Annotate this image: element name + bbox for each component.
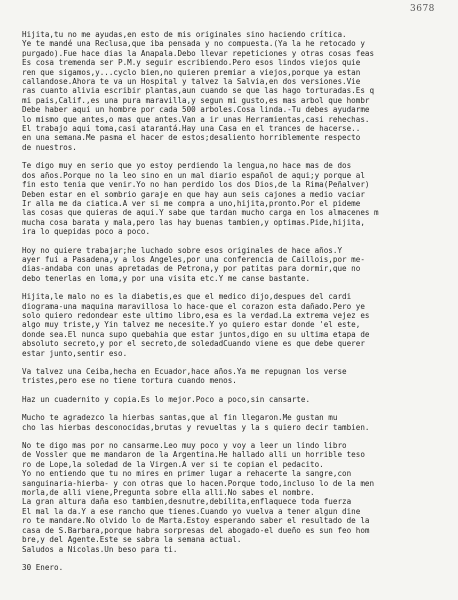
typed-line: callandose.Ahora te va un Hospital y talvez la Salvia,en dos versiones.Vie [22,77,361,87]
archive-reference-number: 3678 [410,4,435,14]
typed-line: Mucho te agradezco la hierbas santas,que al fin llegaron.Me gustan mu [22,413,338,423]
typed-line: fin esto tenia que venir.Yo no han perdido los dos Dios,de la Rima(Peñalver) [22,180,370,190]
typed-line: estar junto,sentir eso. [22,348,128,358]
typed-line: dos años.Porque no la leo sino en un mal diario español de aqui;y porque al [22,170,365,180]
typed-line: lo mismo que antes,o mas que antes.Van a ir unas Herramientas,casi rehechas. [22,114,370,124]
letter-paragraph [22,441,442,554]
typed-line: El mal la da.Y a ese rancho que tienes.Cuando yo vuelva a tener algun dine [22,506,361,516]
typed-line: casa de S.Barbara,porque habra sorpresas del abogado-el dueño es sun feo hom [22,525,370,535]
typed-line: Va talvez una Ceiba,hecha en Ecuador,hace años.Ya me repugnan los verse [22,367,347,376]
typed-line: Te digo muy en serio que yo estoy perdiendo la lengua,no hace mas de dos [22,161,352,171]
typed-line: donde sea.El nunca supo quebahia que estar juntos,digo en su ultima etapa de [22,329,370,339]
typed-line: tristes,pero ese no tiene tortura cuando menos. [22,376,237,386]
letter-paragraph [22,246,442,284]
typed-line: solo quiero redondear este ultimo libro,esa es la verdad.La extrema vejez es [22,310,370,320]
typed-line: en una semana.Me pasma el hacer de estos;desaliento horriblemente respecto [22,133,361,143]
typed-line: Deben estar en el sombrio garaje en que hay aun seis cajones a medio vaciar [22,189,365,199]
typed-line: purgado).Fue hace dias la Anapala.Debo llevar repeticiones y otras cosas feas [22,48,375,58]
letter-paragraph [22,161,442,236]
typed-line: ro te mandare.No olvido lo de Marta.Estoy esperando saber el resultado de la [22,516,370,526]
typed-line: diograma-una maquina maravillosa lo hace-que el corazon esta dañado.Pero ye [22,301,365,311]
letter-paragraph [22,395,442,404]
typed-line: dias-andaba con unas apretadas de Petrona,y por patitas para dormir,que no [22,264,361,274]
typed-line: algo muy triste,y Yin talvez me necesite.Y yo quiero estar donde 'el este, [22,320,361,330]
typed-line: absoluto secreto,y por el secreto,de soledadCuando viene es que debe querer [22,339,365,349]
typed-line: Hijita,le malo no es la diabetis,es que el medico dijo,despues del cardi [22,292,352,302]
typed-line: de nuestros. [22,142,77,152]
typed-line: ren que sigamos,y...cyclo bien,no quieren premiar a viejos,porque ya estan [22,67,361,77]
typed-line: Hijita,tu no me ayudas,en esto de mis originales sino haciendo crítica. [22,30,347,39]
typed-line: bre,y del Agente.Este se sabra la semana actual. [22,535,242,545]
letter-paragraph [22,563,442,572]
typed-line: Debe haber aqui un hombre por cada 500 arboles.Cosa linda.-Tu debes ayudarme [22,105,370,115]
typed-line: morla,de alli viene,Pregunta sobre ella alli.No sabes el nombre. [22,488,315,498]
typed-line: 30 Enero. [22,562,64,572]
typed-line: Ir alla me da ciatica.A ver si me compra a uno,hijita,pronto.Por el pideme [22,198,361,208]
typed-line: ira lo quepidas poco a poco. [22,227,151,237]
typed-line: mi pais,Calif.,es una pura maravilla,y segun mi gusto,es mas arbol que hombr [22,95,370,105]
typed-line: Haz un cuadernito y copia.Es lo mejor.Poco a poco,sin cansarte. [22,394,311,404]
typed-line: ayer fui a Pasadena,y a los Angeles,por una conferencia de Caillois,por me- [22,254,365,264]
typed-line: debo tenerlas en loma,y por una visita etc.Y me canse bastante. [22,273,311,283]
typed-line: Hoy no quiere trabajar;he luchado sobre esos originales de hace años.Y [22,245,343,255]
typed-line: ro de Lope,la soledad de la Virgen.A ver si te copian el pedacito. [22,459,324,469]
typed-line: El trabajo aqui toma,casi atarantá.Hay una Casa en el trances de hacerse.. [22,124,361,134]
letter-paragraph [22,367,442,386]
typed-line: Ye te mandé una Reclusa,que iba pensada y no compuesta.(Ya la he retocado y [22,39,365,49]
typed-line: La gran altura daña eso tambien,desnutre,debilita,enflaquece toda fuerza [22,497,352,507]
typed-line: cho las hierbas desconocidas,brutas y revueltas y la s quiero decir tambien. [22,422,370,432]
typed-line: mucha cosa barata y mala,pero las hay buenas tambien,y optimas.Pide,hijita, [22,217,365,227]
typed-line: ras cuanto alivia escribir plantas,aun cuando se que las hago torturadas.Es q [22,86,375,96]
typed-line: las cosas que quieras de aqui.Y sabe que tardan mucho carga en los almacenes m [22,208,379,218]
letter-body [22,30,442,581]
typed-line: de Vossler que me mandaron de la Argentina.He hallado alli un horrible teso [22,450,365,460]
typed-line: Es cosa tremenda ser P.M.y seguir escribiendo.Pero esos lindos viejos quie [22,58,361,68]
typed-line: Yo no entiendo que tu no mires en primer lugar a rehacerte la sangre,con [22,469,352,479]
typed-line: No te digo mas por no cansarme.Leo muy poco y voy a leer un lindo libro [22,441,347,451]
letter-paragraph [22,413,442,432]
letter-paragraph [22,292,442,358]
typed-line: sanguinaria-hierba- y con otras que lo hacen.Porque todo,incluso lo de la men [22,478,375,488]
typed-line: Saludos a Nicolas.Un beso para ti. [22,544,178,554]
letter-paragraph [22,30,442,152]
